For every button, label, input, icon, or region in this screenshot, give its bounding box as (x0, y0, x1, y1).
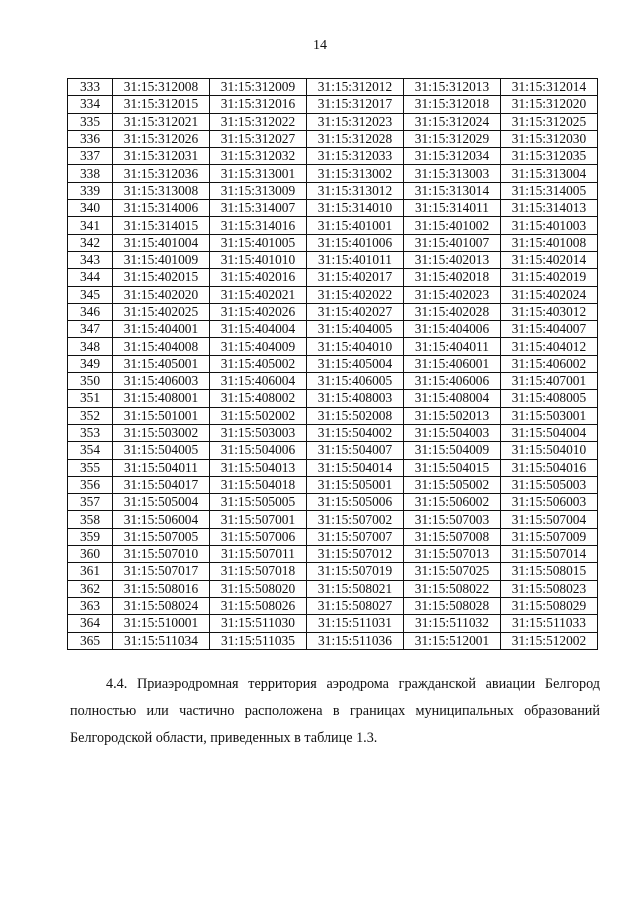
row-number-cell: 334 (68, 96, 113, 113)
cadastral-number-cell: 31:15:408001 (113, 390, 210, 407)
cadastral-number-cell: 31:15:504011 (113, 459, 210, 476)
cadastral-number-cell: 31:15:511030 (210, 615, 307, 632)
cadastral-number-cell: 31:15:506002 (404, 494, 501, 511)
cadastral-number-cell: 31:15:402027 (307, 303, 404, 320)
cadastral-number-cell: 31:15:504002 (307, 424, 404, 441)
table-row (68, 597, 598, 614)
cadastral-number-cell: 31:15:401002 (404, 217, 501, 234)
row-number-cell: 340 (68, 200, 113, 217)
row-number-cell: 361 (68, 563, 113, 580)
table-row (68, 96, 598, 113)
cadastral-number-cell: 31:15:508024 (113, 597, 210, 614)
cadastral-number-cell: 31:15:402018 (404, 269, 501, 286)
table-row (68, 476, 598, 493)
cadastral-number-cell: 31:15:507009 (501, 528, 598, 545)
table-row (68, 546, 598, 563)
cadastral-number-cell: 31:15:511035 (210, 632, 307, 649)
cadastral-number-cell: 31:15:312030 (501, 130, 598, 147)
cadastral-number-cell: 31:15:314013 (501, 200, 598, 217)
row-number-cell: 354 (68, 442, 113, 459)
table-row (68, 217, 598, 234)
cadastral-number-cell: 31:15:505004 (113, 494, 210, 511)
cadastral-number-cell: 31:15:312013 (404, 79, 501, 96)
cadastral-number-cell: 31:15:505003 (501, 476, 598, 493)
cadastral-number-cell: 31:15:408005 (501, 390, 598, 407)
cadastral-number-cell: 31:15:512002 (501, 632, 598, 649)
cadastral-number-cell: 31:15:312025 (501, 113, 598, 130)
row-number-cell: 333 (68, 79, 113, 96)
cadastral-number-cell: 31:15:402013 (404, 251, 501, 268)
table-row (68, 615, 598, 632)
cadastral-number-cell: 31:15:507001 (210, 511, 307, 528)
cadastral-number-cell: 31:15:312022 (210, 113, 307, 130)
cadastral-number-cell: 31:15:313008 (113, 182, 210, 199)
cadastral-number-cell: 31:15:401007 (404, 234, 501, 251)
cadastral-number-cell: 31:15:314016 (210, 217, 307, 234)
cadastral-number-cell: 31:15:312018 (404, 96, 501, 113)
row-number-cell: 363 (68, 597, 113, 614)
cadastral-number-cell: 31:15:504016 (501, 459, 598, 476)
cadastral-number-cell: 31:15:405002 (210, 355, 307, 372)
cadastral-number-cell: 31:15:312016 (210, 96, 307, 113)
cadastral-number-cell: 31:15:406002 (501, 355, 598, 372)
cadastral-number-cell: 31:15:401004 (113, 234, 210, 251)
cadastral-number-cell: 31:15:402025 (113, 303, 210, 320)
cadastral-number-cell: 31:15:405004 (307, 355, 404, 372)
cadastral-number-cell: 31:15:508029 (501, 597, 598, 614)
row-number-cell: 351 (68, 390, 113, 407)
row-number-cell: 341 (68, 217, 113, 234)
cadastral-number-cell: 31:15:504013 (210, 459, 307, 476)
row-number-cell: 365 (68, 632, 113, 649)
cadastral-number-cell: 31:15:508020 (210, 580, 307, 597)
cadastral-number-cell: 31:15:506003 (501, 494, 598, 511)
cadastral-number-cell: 31:15:312031 (113, 148, 210, 165)
row-number-cell: 350 (68, 373, 113, 390)
cadastral-number-cell: 31:15:511031 (307, 615, 404, 632)
cadastral-number-cell: 31:15:402023 (404, 286, 501, 303)
row-number-cell: 349 (68, 355, 113, 372)
cadastral-number-cell: 31:15:312035 (501, 148, 598, 165)
cadastral-number-cell: 31:15:404006 (404, 321, 501, 338)
table-row (68, 424, 598, 441)
cadastral-number-cell: 31:15:312021 (113, 113, 210, 130)
cadastral-number-cell: 31:15:405001 (113, 355, 210, 372)
row-number-cell: 364 (68, 615, 113, 632)
cadastral-number-cell: 31:15:501001 (113, 407, 210, 424)
cadastral-number-cell: 31:15:314011 (404, 200, 501, 217)
table-row (68, 632, 598, 649)
cadastral-number-cell: 31:15:402022 (307, 286, 404, 303)
row-number-cell: 355 (68, 459, 113, 476)
table-row (68, 286, 598, 303)
cadastral-number-cell: 31:15:504009 (404, 442, 501, 459)
cadastral-number-cell: 31:15:312027 (210, 130, 307, 147)
cadastral-number-cell: 31:15:507025 (404, 563, 501, 580)
section-4-4-paragraph (70, 671, 600, 752)
cadastral-number-cell: 31:15:502013 (404, 407, 501, 424)
cadastral-number-cell: 31:15:312036 (113, 165, 210, 182)
cadastral-number-cell: 31:15:505002 (404, 476, 501, 493)
cadastral-number-cell: 31:15:507010 (113, 546, 210, 563)
cadastral-number-cell: 31:15:511036 (307, 632, 404, 649)
row-number-cell: 352 (68, 407, 113, 424)
cadastral-number-cell: 31:15:507014 (501, 546, 598, 563)
cadastral-number-cell: 31:15:314006 (113, 200, 210, 217)
row-number-cell: 344 (68, 269, 113, 286)
table-row (68, 321, 598, 338)
cadastral-number-cell: 31:15:312014 (501, 79, 598, 96)
paragraph-text: 4.4. Приаэродромная территория аэродрома гражданской авиации Белгород полностью или частично расположена в границах муниципальных образований Белгородской области, приведенных в таблице 1.3. (70, 676, 600, 746)
row-number-cell: 358 (68, 511, 113, 528)
cadastral-number-cell: 31:15:312017 (307, 96, 404, 113)
table-row (68, 511, 598, 528)
cadastral-number-cell: 31:15:507003 (404, 511, 501, 528)
table-row (68, 303, 598, 320)
row-number-cell: 337 (68, 148, 113, 165)
cadastral-number-cell: 31:15:404009 (210, 338, 307, 355)
cadastral-number-cell: 31:15:402015 (113, 269, 210, 286)
cadastral-number-cell: 31:15:312029 (404, 130, 501, 147)
cadastral-number-cell: 31:15:402019 (501, 269, 598, 286)
table-row (68, 459, 598, 476)
row-number-cell: 346 (68, 303, 113, 320)
table-row (68, 494, 598, 511)
row-number-cell: 359 (68, 528, 113, 545)
cadastral-number-cell: 31:15:507007 (307, 528, 404, 545)
page-number: 14 (313, 38, 327, 53)
row-number-cell: 347 (68, 321, 113, 338)
cadastral-number-cell: 31:15:401010 (210, 251, 307, 268)
row-number-cell: 362 (68, 580, 113, 597)
cadastral-number-cell: 31:15:504018 (210, 476, 307, 493)
table-row (68, 407, 598, 424)
cadastral-number-cell: 31:15:508016 (113, 580, 210, 597)
row-number-cell: 338 (68, 165, 113, 182)
cadastral-number-cell: 31:15:510001 (113, 615, 210, 632)
cadastral-number-cell: 31:15:401006 (307, 234, 404, 251)
cadastral-number-cell: 31:15:404007 (501, 321, 598, 338)
cadastral-number-cell: 31:15:506004 (113, 511, 210, 528)
table-row (68, 148, 598, 165)
table-row (68, 182, 598, 199)
table-row (68, 234, 598, 251)
cadastral-number-cell: 31:15:508015 (501, 563, 598, 580)
cadastral-number-cell: 31:15:312023 (307, 113, 404, 130)
cadastral-number-cell: 31:15:508026 (210, 597, 307, 614)
row-number-cell: 342 (68, 234, 113, 251)
cadastral-number-cell: 31:15:313004 (501, 165, 598, 182)
table-row (68, 442, 598, 459)
cadastral-number-cell: 31:15:314010 (307, 200, 404, 217)
row-number-cell: 335 (68, 113, 113, 130)
cadastral-number-cell: 31:15:404011 (404, 338, 501, 355)
cadastral-number-cell: 31:15:507011 (210, 546, 307, 563)
row-number-cell: 348 (68, 338, 113, 355)
cadastral-number-cell: 31:15:408002 (210, 390, 307, 407)
cadastral-number-cell: 31:15:508022 (404, 580, 501, 597)
table-body (68, 79, 598, 650)
cadastral-number-cell: 31:15:312034 (404, 148, 501, 165)
cadastral-number-cell: 31:15:504014 (307, 459, 404, 476)
cadastral-number-cell: 31:15:503003 (210, 424, 307, 441)
cadastral-number-cell: 31:15:508027 (307, 597, 404, 614)
cadastral-number-cell: 31:15:503002 (113, 424, 210, 441)
cadastral-number-cell: 31:15:312020 (501, 96, 598, 113)
cadastral-number-cell: 31:15:401001 (307, 217, 404, 234)
cadastral-number-cell: 31:15:406006 (404, 373, 501, 390)
table-row (68, 528, 598, 545)
cadastral-number-cell: 31:15:312008 (113, 79, 210, 96)
cadastral-number-cell: 31:15:504017 (113, 476, 210, 493)
table-row (68, 251, 598, 268)
cadastral-number-cell: 31:15:404012 (501, 338, 598, 355)
cadastral-number-cell: 31:15:406001 (404, 355, 501, 372)
table-row (68, 200, 598, 217)
cadastral-number-cell: 31:15:408004 (404, 390, 501, 407)
cadastral-number-cell: 31:15:403012 (501, 303, 598, 320)
cadastral-number-cell: 31:15:507002 (307, 511, 404, 528)
cadastral-number-cell: 31:15:504007 (307, 442, 404, 459)
cadastral-number-cell: 31:15:402017 (307, 269, 404, 286)
cadastral-number-cell: 31:15:507019 (307, 563, 404, 580)
cadastral-number-cell: 31:15:313009 (210, 182, 307, 199)
cadastral-number-cell: 31:15:508023 (501, 580, 598, 597)
cadastral-number-cell: 31:15:502002 (210, 407, 307, 424)
row-number-cell: 343 (68, 251, 113, 268)
cadastral-number-cell: 31:15:508028 (404, 597, 501, 614)
cadastral-number-cell: 31:15:312012 (307, 79, 404, 96)
cadastral-number-cell: 31:15:504006 (210, 442, 307, 459)
cadastral-number-cell: 31:15:504003 (404, 424, 501, 441)
cadastral-number-cell: 31:15:313014 (404, 182, 501, 199)
cadastral-number-cell: 31:15:504015 (404, 459, 501, 476)
row-number-cell: 360 (68, 546, 113, 563)
row-number-cell: 345 (68, 286, 113, 303)
table-row (68, 580, 598, 597)
row-number-cell: 357 (68, 494, 113, 511)
cadastral-numbers-table (67, 78, 598, 650)
cadastral-number-cell: 31:15:504004 (501, 424, 598, 441)
cadastral-number-cell: 31:15:404004 (210, 321, 307, 338)
cadastral-number-cell: 31:15:312009 (210, 79, 307, 96)
cadastral-number-cell: 31:15:505005 (210, 494, 307, 511)
cadastral-number-cell: 31:15:312015 (113, 96, 210, 113)
cadastral-number-cell: 31:15:313012 (307, 182, 404, 199)
cadastral-number-cell: 31:15:504005 (113, 442, 210, 459)
table-row (68, 269, 598, 286)
table-row (68, 390, 598, 407)
cadastral-number-cell: 31:15:313003 (404, 165, 501, 182)
cadastral-number-cell: 31:15:402024 (501, 286, 598, 303)
table-row (68, 338, 598, 355)
cadastral-number-cell: 31:15:402028 (404, 303, 501, 320)
cadastral-number-cell: 31:15:503001 (501, 407, 598, 424)
cadastral-number-cell: 31:15:507008 (404, 528, 501, 545)
table-row (68, 165, 598, 182)
cadastral-number-cell: 31:15:404010 (307, 338, 404, 355)
table-row (68, 130, 598, 147)
table-row (68, 113, 598, 130)
cadastral-number-cell: 31:15:312033 (307, 148, 404, 165)
cadastral-number-cell: 31:15:504010 (501, 442, 598, 459)
cadastral-number-cell: 31:15:312028 (307, 130, 404, 147)
cadastral-number-cell: 31:15:511033 (501, 615, 598, 632)
cadastral-number-cell: 31:15:402020 (113, 286, 210, 303)
cadastral-number-cell: 31:15:406004 (210, 373, 307, 390)
cadastral-number-cell: 31:15:408003 (307, 390, 404, 407)
cadastral-number-cell: 31:15:313002 (307, 165, 404, 182)
cadastral-number-cell: 31:15:507012 (307, 546, 404, 563)
cadastral-number-cell: 31:15:314015 (113, 217, 210, 234)
cadastral-number-cell: 31:15:507017 (113, 563, 210, 580)
cadastral-number-cell: 31:15:401005 (210, 234, 307, 251)
cadastral-number-cell: 31:15:404008 (113, 338, 210, 355)
row-number-cell: 336 (68, 130, 113, 147)
cadastral-number-cell: 31:15:313001 (210, 165, 307, 182)
cadastral-number-cell: 31:15:312032 (210, 148, 307, 165)
cadastral-number-cell: 31:15:508021 (307, 580, 404, 597)
cadastral-number-cell: 31:15:406003 (113, 373, 210, 390)
cadastral-number-cell: 31:15:401009 (113, 251, 210, 268)
cadastral-number-cell: 31:15:402021 (210, 286, 307, 303)
cadastral-number-cell: 31:15:511034 (113, 632, 210, 649)
cadastral-number-cell: 31:15:312026 (113, 130, 210, 147)
row-number-cell: 353 (68, 424, 113, 441)
cadastral-number-cell: 31:15:505006 (307, 494, 404, 511)
row-number-cell: 356 (68, 476, 113, 493)
cadastral-number-cell: 31:15:402026 (210, 303, 307, 320)
table-row (68, 355, 598, 372)
cadastral-number-cell: 31:15:314007 (210, 200, 307, 217)
cadastral-number-cell: 31:15:312024 (404, 113, 501, 130)
cadastral-number-cell: 31:15:507006 (210, 528, 307, 545)
cadastral-number-cell: 31:15:404001 (113, 321, 210, 338)
table-row (68, 373, 598, 390)
cadastral-number-cell: 31:15:507013 (404, 546, 501, 563)
cadastral-number-cell: 31:15:505001 (307, 476, 404, 493)
cadastral-number-cell: 31:15:511032 (404, 615, 501, 632)
cadastral-number-cell: 31:15:407001 (501, 373, 598, 390)
cadastral-number-cell: 31:15:401003 (501, 217, 598, 234)
cadastral-number-cell: 31:15:404005 (307, 321, 404, 338)
cadastral-number-cell: 31:15:502008 (307, 407, 404, 424)
cadastral-number-cell: 31:15:401011 (307, 251, 404, 268)
cadastral-number-cell: 31:15:507018 (210, 563, 307, 580)
cadastral-number-cell: 31:15:314005 (501, 182, 598, 199)
cadastral-number-cell: 31:15:402014 (501, 251, 598, 268)
cadastral-number-cell: 31:15:406005 (307, 373, 404, 390)
cadastral-number-cell: 31:15:401008 (501, 234, 598, 251)
cadastral-number-cell: 31:15:507004 (501, 511, 598, 528)
cadastral-number-cell: 31:15:507005 (113, 528, 210, 545)
row-number-cell: 339 (68, 182, 113, 199)
table-row (68, 79, 598, 96)
table-row (68, 563, 598, 580)
cadastral-number-cell: 31:15:402016 (210, 269, 307, 286)
cadastral-number-cell: 31:15:512001 (404, 632, 501, 649)
